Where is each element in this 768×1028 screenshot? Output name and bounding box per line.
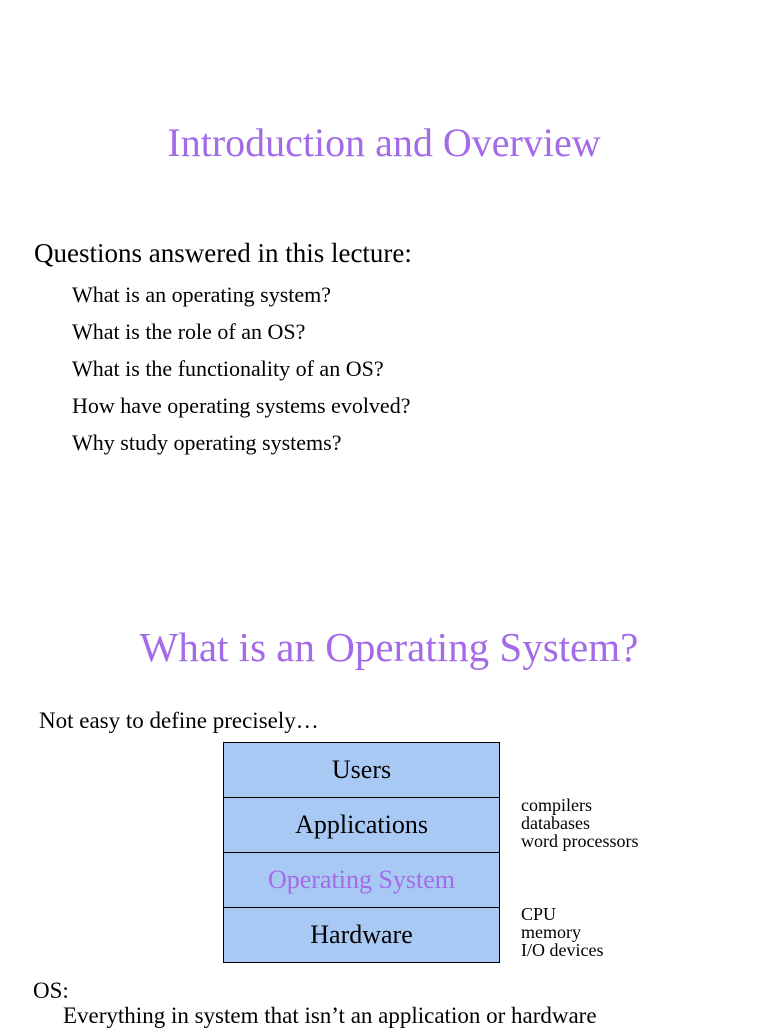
example-item: databases: [521, 813, 590, 833]
slide-title-introduction: Introduction and Overview: [167, 120, 601, 165]
example-item: CPU: [521, 904, 557, 924]
question-item: What is the functionality of an OS?: [72, 356, 384, 381]
example-item: compilers: [521, 795, 592, 815]
question-item: What is an operating system?: [72, 282, 332, 307]
hardware-examples: [521, 905, 603, 959]
questions-list: [72, 283, 410, 468]
example-item: I/O devices: [521, 940, 604, 960]
question-item: Why study operating systems?: [72, 430, 342, 455]
example-item: memory: [521, 922, 581, 942]
layer-stack-diagram: [223, 742, 500, 963]
layer-applications: Applications: [224, 798, 499, 853]
question-item: How have operating systems evolved?: [72, 393, 411, 418]
layer-operating-system: Operating System: [224, 853, 499, 908]
applications-examples: [521, 796, 638, 850]
questions-heading: Questions answered in this lecture:: [34, 238, 412, 268]
layer-users: Users: [224, 743, 499, 798]
example-item: word processors: [521, 831, 639, 851]
slide-subtitle: Not easy to define precisely…: [39, 708, 319, 733]
layer-hardware: Hardware: [310, 920, 413, 949]
os-label: OS:: [33, 978, 69, 1003]
slide-title-what-is-os: What is an Operating System?: [139, 624, 639, 670]
os-definition: Everything in system that isn’t an application or hardware: [63, 1003, 597, 1028]
question-item: What is the role of an OS?: [72, 319, 306, 344]
